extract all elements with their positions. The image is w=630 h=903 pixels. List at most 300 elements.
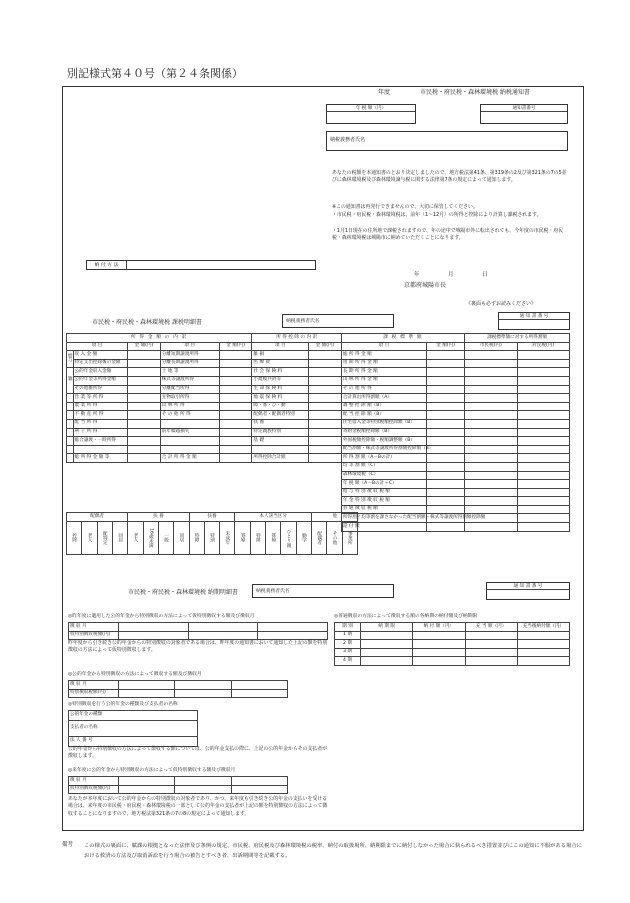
section-1-note: 昨年度から引き続き公的年金からの特別徴収の対象者である場合は、昨年度の通知書において通知した上記の額を特別徴収の方法によって仮特別徴収します。 (68, 640, 328, 654)
details-row (67, 437, 570, 446)
deduction-item: 障・寡・ひ・勤 (252, 402, 309, 411)
base-amount (426, 368, 464, 377)
blank-cell (67, 471, 342, 480)
details-body (67, 351, 570, 531)
header-item: 項 目 (252, 342, 309, 351)
dependent-column: 一般 (158, 522, 173, 555)
s3-corp-number: 法 人 番 号 (69, 737, 198, 747)
form-number: 別記様式第４０号（第２４条関係） (67, 67, 243, 80)
income-item-2: 分離配当所得 (160, 385, 219, 394)
regular-column-header: 納 付 額（円） (413, 623, 465, 632)
income-amount-2 (219, 419, 252, 428)
base-item: 年 税 額（A－Bの計＋C） (341, 480, 426, 489)
installment-cell (517, 631, 569, 640)
dependent-column: 同居 (174, 522, 189, 555)
payment-method-label: 納 付 方 法 (87, 261, 127, 269)
payer-name-box (326, 131, 568, 151)
installment-cell (517, 648, 569, 657)
dependent-column: 配偶者 (312, 522, 327, 555)
deduction-amount (309, 428, 342, 437)
city-tax (465, 488, 517, 497)
regular-row (335, 631, 570, 640)
section-4-heading: ◎来年度に公的年金から特別徴収の方法によって仮特別徴収する額及び徴収月 (68, 768, 236, 773)
city-tax (465, 428, 517, 437)
section-4-note: あなたが本年度において公的年金からの特別徴収の対象者であり、かつ、来年度も引き続き公的年金の支払いを受ける場合は、来年度の市民税・府民税・森林環境税の一部として公的年金の支払者が上記の額を特別徴収の方法によって徴収することになりますので、地方税法第321条の7の8の規定によって通知します。 (68, 796, 328, 817)
income-amount (128, 351, 161, 360)
dep-header-dependent-2: 扶養 (189, 513, 235, 522)
pref-tax (517, 376, 570, 385)
deduction-amount (309, 359, 342, 368)
pref-tax (517, 454, 570, 463)
installment-cell (517, 657, 569, 666)
header-item: 項 目 (341, 342, 426, 351)
deduction-amount (309, 368, 342, 377)
deduction-item: 社 会 保 険 料 (252, 368, 309, 377)
installment-cell (413, 648, 465, 657)
details-row (67, 428, 570, 437)
deduction-item: 扶 養 (252, 419, 309, 428)
income-amount (128, 359, 161, 368)
city-tax (465, 445, 517, 454)
income-item: 不 動 産 所 得 (73, 411, 128, 420)
installment-label: 4 期 (335, 657, 361, 666)
details-notice-label: 通 知 書 番 号 (499, 313, 569, 320)
base-amount (426, 497, 464, 506)
base-amount (426, 359, 464, 368)
details-row (67, 462, 570, 471)
header-breakdown: 課税標準額に対する所得割額 (465, 334, 570, 343)
details-row (67, 376, 570, 385)
details-payer-box (282, 314, 394, 328)
date-year: 年 (414, 272, 420, 278)
income-amount (128, 445, 161, 454)
header-income: 所 得 金 額 の 内 訳 (67, 334, 252, 343)
income-amount-2 (219, 368, 252, 377)
section-1-heading: ◎昨年度に適用した公的年金から特別徴収の方法によって仮特別徴収する額及び徴収月 (68, 614, 255, 619)
income-amount (128, 454, 161, 463)
pref-tax (517, 351, 570, 360)
s3-payer-name: 支払者の名称 (69, 721, 198, 737)
details-table (66, 333, 570, 532)
base-item: 年 金 特 別 徴 収 税 額 (341, 497, 426, 506)
income-item: 総合譲渡・一時所得 (73, 437, 128, 446)
base-item: 総 所 得 金 額 (341, 351, 426, 360)
dep-header-other: 他 (312, 513, 358, 522)
income-item: 公的年金収入金額 (73, 368, 128, 377)
deduction-amount (309, 394, 342, 403)
details-row (67, 454, 570, 463)
date-month: 月 (448, 272, 454, 278)
dependents-wrap (66, 512, 358, 555)
city-tax (465, 385, 517, 394)
details-row (67, 385, 570, 394)
details-notice-box (498, 312, 570, 330)
pref-tax (517, 462, 570, 471)
income-item: 配 当 所 得 (73, 419, 128, 428)
annual-tax-label: 年 税 額（円） (327, 105, 415, 112)
base-amount (426, 385, 464, 394)
dependent-column: 老人 (128, 522, 143, 555)
base-item: 短 期 所 得 金 額 (341, 359, 426, 368)
section-3-table-wrap (68, 710, 198, 747)
section-3-heading: ◎特別徴収を行う公的年金の種類及び支払者の名称 (68, 702, 178, 707)
dependent-column: 特障 (189, 522, 204, 555)
installment-cell (361, 640, 413, 649)
payment-notice-box (486, 582, 570, 600)
pref-tax (517, 471, 570, 480)
city-tax (465, 394, 517, 403)
pref-tax (517, 411, 570, 420)
details-row (67, 488, 570, 497)
dependent-column: 老人 (82, 522, 97, 555)
base-item: 外国税額控除額・税額調整額（B） (341, 437, 426, 446)
income-amount (128, 402, 161, 411)
deduction-amount (309, 437, 342, 446)
details-row (67, 359, 570, 368)
income-amount (128, 411, 161, 420)
installment-cell (413, 631, 465, 640)
city-tax (465, 471, 517, 480)
income-item-2: 前年繰越損失 (160, 428, 219, 437)
header-amount: 金 額(円) (309, 342, 342, 351)
base-amount (426, 454, 464, 463)
details-row (67, 368, 570, 377)
header-amount: 金 額(円) (426, 342, 464, 351)
regular-column-header: 納 期 限 (361, 623, 413, 632)
income-item: 営 業 等 所 得 (73, 394, 128, 403)
dependent-column: 配特定 (97, 522, 112, 555)
base-amount (426, 351, 464, 360)
deduction-amount (309, 411, 342, 420)
dependent-column: その他 (327, 522, 342, 555)
header-base: 課 税 標 準 額 (341, 334, 464, 343)
blank-cell (67, 462, 342, 471)
base-amount (426, 419, 464, 428)
deduction-item: 基 礎 (252, 437, 309, 446)
base-item: 所 得 割 額（A－Bの計） (341, 454, 426, 463)
base-item: 給 与 特 別 徴 収 税 額 (341, 488, 426, 497)
income-amount-2 (219, 394, 252, 403)
income-amount (128, 419, 161, 428)
dependent-column: 同居 (112, 522, 127, 555)
income-amount-2 (219, 359, 252, 368)
notice-title: 市民税・府民税・森林環境税 納税通知書 (420, 89, 530, 96)
installment-cell (465, 640, 517, 649)
section-3-note: 公的年金から特別徴収の方法によって徴収する額については、公的年金支払の際に、上記の公的年金からその支払者が徴収します。 (68, 746, 328, 760)
income-item-2 (160, 445, 219, 454)
regular-table (334, 622, 570, 666)
dependent-column: 控除 (67, 522, 82, 555)
city-tax (465, 402, 517, 411)
income-amount-2 (219, 411, 252, 420)
header-deduct: 所 得 控 除 の 内 訳 (252, 334, 341, 343)
income-item-2: 分離長期譲渡所得 (160, 359, 219, 368)
date-day: 日 (482, 272, 488, 278)
income-amount-2 (219, 376, 252, 385)
city-tax (465, 419, 517, 428)
pref-tax (517, 523, 570, 532)
base-item: 配当割額・株式等譲渡所得割額控除額（B） (341, 445, 426, 454)
details-row (67, 445, 570, 454)
income-item-2: 株式等譲渡所得 (160, 376, 219, 385)
regular-table-wrap (334, 622, 570, 666)
deduction-item: 小規模共済等 (252, 376, 309, 385)
dependent-column: 寡婦 (266, 522, 281, 555)
income-amount-2 (219, 445, 252, 454)
mayor-name: 京都府城陽市長 (404, 282, 447, 289)
deduction-item: 医 療 費 (252, 359, 309, 368)
income-item-2: 先物取引所得 (160, 394, 219, 403)
deduction-amount (309, 454, 342, 463)
dep-columns-row (67, 522, 358, 555)
header-item: 項 目 (160, 342, 219, 351)
deduction-item: 所得控除合計額 (252, 454, 309, 463)
income-amount-2 (219, 428, 252, 437)
installment-label: 3 期 (335, 648, 361, 657)
installment-cell (465, 657, 517, 666)
pref-tax (517, 402, 570, 411)
base-item: 寄附金税額控除額（B） (341, 428, 426, 437)
pref-tax (517, 394, 570, 403)
regular-row (335, 657, 570, 666)
dependent-column: 勤学 (296, 522, 311, 555)
section-1-table (68, 622, 328, 640)
pref-tax (517, 514, 570, 523)
regular-heading: ◎普通徴収の方法によって徴収する額の各納期の納付額及び納期限 (334, 614, 478, 619)
section-misc: 雑 (67, 368, 74, 394)
payment-method-box (86, 260, 316, 270)
income-amount-2 (219, 437, 252, 446)
base-amount (426, 471, 464, 480)
income-item: 農 業 所 得 (73, 402, 128, 411)
deduction-item: 配偶者・配偶者特別 (252, 411, 309, 420)
income-item: 公的年金等所得金額 (73, 376, 128, 385)
city-tax (465, 376, 517, 385)
deduction-amount (309, 402, 342, 411)
notice-note-2: ・市民税・府民税・森林環境税は、前年（1〜12月）の所得と控除により計算し課税されます。 (332, 212, 542, 218)
s2-amount-label: 特別徴収税額(円) (69, 689, 119, 698)
s3-pension-type: 公的年金の種類 (69, 711, 198, 721)
city-tax (465, 505, 517, 514)
installment-label: 1 期 (335, 631, 361, 640)
details-row (67, 402, 570, 411)
city-tax (465, 454, 517, 463)
section-2-table (68, 680, 288, 698)
header-item: 項 目 (67, 342, 128, 351)
income-amount-2 (219, 454, 252, 463)
pref-tax (517, 359, 570, 368)
dep-header-dependent: 扶 養 (128, 513, 189, 522)
blank-cell (67, 488, 342, 497)
blank-cell (67, 497, 342, 506)
city-tax (465, 462, 517, 471)
pref-tax (517, 445, 570, 454)
section-3-table (68, 710, 198, 747)
income-item: その他雑所得 (73, 385, 128, 394)
base-item: 合計算出所得割額（A） (341, 394, 426, 403)
pref-tax (517, 428, 570, 437)
income-item-2: 分離短期譲渡所得 (160, 351, 219, 360)
income-amount (128, 385, 161, 394)
income-amount (128, 428, 161, 437)
details-row (67, 471, 570, 480)
income-item-2: 合 計 所 得 金 額 (160, 454, 219, 463)
deduction-item: 雑 損 (252, 351, 309, 360)
city-tax (465, 368, 517, 377)
deduction-item: 特定親族特別 (252, 428, 309, 437)
income-item-2: 山 林 所 得 (160, 402, 219, 411)
section-2-table-wrap (68, 680, 288, 698)
pref-tax (517, 488, 570, 497)
header-city: 市民税(円) (465, 342, 517, 351)
back-note: 《裏面も必ずお読みください》 (466, 301, 537, 307)
income-amount (128, 394, 161, 403)
regular-column-header: 期 別 (335, 623, 361, 632)
dep-header-spouse: 配偶者 (67, 513, 128, 522)
income-item: 利 子 所 得 (73, 428, 128, 437)
base-amount (426, 411, 464, 420)
income-item: 総 所 得 金 額 等 (73, 454, 128, 463)
installment-cell (413, 657, 465, 666)
header-amount: 金 額(円) (128, 342, 161, 351)
pref-tax (517, 419, 570, 428)
deduction-item: 地 震 保 険 料 (252, 394, 309, 403)
income-amount-2 (219, 351, 252, 360)
dependent-column: ひとり親 (281, 522, 296, 555)
regular-body (335, 631, 570, 665)
details-row (67, 497, 570, 506)
regular-row (335, 640, 570, 649)
notice-note-1: ※この通知書は再発行できませんので、大切に保管してください。 (332, 204, 478, 210)
s4-month-label: 徴 収 月 (69, 777, 119, 786)
regular-header-row (335, 623, 570, 632)
income-item-2: 土 地 等 (160, 368, 219, 377)
s4-amount-label: 仮特別徴収税額(円) (69, 785, 119, 794)
income-item-2: そ の 他 所 得 (160, 411, 219, 420)
deduction-item (252, 445, 309, 454)
details-row (67, 480, 570, 489)
details-row (67, 419, 570, 428)
notice-year-label: 年度 (378, 89, 391, 96)
blank-cell (67, 480, 342, 489)
base-item: 山 林 所 得 金 額 (341, 376, 426, 385)
details-row (67, 351, 570, 360)
base-amount (426, 428, 464, 437)
s1-amount-label: 仮特別徴収税額(円) (69, 631, 119, 640)
installment-cell (361, 657, 413, 666)
pref-tax (517, 437, 570, 446)
base-item: 普 通 徴 収 税 額 (341, 505, 426, 514)
pref-tax (517, 497, 570, 506)
remarks-label: 備考 (62, 842, 74, 848)
income-amount (128, 368, 161, 377)
city-tax (465, 359, 517, 368)
section-salary: 給与 (67, 351, 74, 368)
dep-header-self: 本人該当区分 (235, 513, 312, 522)
dependent-column: 特障 (250, 522, 265, 555)
regular-row (335, 648, 570, 657)
city-tax (465, 411, 517, 420)
section-2-heading: ◎公的年金から特別徴収の方法によって徴収する額及び徴収月 (68, 672, 202, 677)
payment-payer-box (252, 584, 394, 598)
details-payer-label: 納税義務者氏名 (286, 319, 320, 324)
notice-number-label: 通知書番号 (481, 105, 567, 112)
income-item-2 (160, 437, 219, 446)
installment-cell (361, 631, 413, 640)
pref-tax (517, 480, 570, 489)
base-item: そ の 他 所 得 (341, 385, 426, 394)
annual-tax-box (326, 104, 416, 124)
deduction-amount (309, 385, 342, 394)
installment-cell (465, 648, 517, 657)
payment-notice-label: 通 知 書 番 号 (487, 583, 569, 590)
deduction-amount (309, 445, 342, 454)
base-amount (426, 402, 464, 411)
base-item: 住宅借入金等特別税額控除額（B） (341, 419, 426, 428)
pref-tax (517, 368, 570, 377)
base-amount (426, 488, 464, 497)
base-amount (426, 462, 464, 471)
dependent-column: 特別 (204, 522, 219, 555)
city-tax (465, 437, 517, 446)
regular-column-header: 充当後納付額（円） (517, 623, 569, 632)
regular-column-header: 充 当 額（円） (465, 623, 517, 632)
base-amount (426, 505, 464, 514)
income-amount (128, 376, 161, 385)
installment-cell (413, 640, 465, 649)
base-amount (426, 480, 464, 489)
installment-cell (465, 631, 517, 640)
deduction-amount (309, 419, 342, 428)
income-amount-2 (219, 402, 252, 411)
income-item: 収 入 金 額 (73, 351, 128, 360)
base-amount (426, 523, 464, 532)
installment-cell (517, 640, 569, 649)
base-amount (426, 437, 464, 446)
city-tax (465, 523, 517, 532)
base-amount (426, 394, 464, 403)
header-amount: 金 額(円) (219, 342, 252, 351)
installment-label: 2 期 (335, 640, 361, 649)
base-amount (426, 376, 464, 385)
s2-month-label: 徴 収 月 (69, 681, 119, 690)
income-item (73, 445, 128, 454)
dependent-column: 未成年 (220, 522, 235, 555)
installment-cell (361, 648, 413, 657)
income-item-2 (160, 419, 219, 428)
base-item: 長 期 所 得 金 額 (341, 368, 426, 377)
payment-payer-label: 納税義務者氏名 (256, 589, 290, 594)
payer-name-label: 納税義務者氏名 (330, 137, 366, 143)
city-tax (465, 351, 517, 360)
dependent-column: 寡婦 (235, 522, 250, 555)
city-tax (465, 497, 517, 506)
details-title: 市民税・府民税・森林環境税 課税明細書 (92, 319, 202, 326)
s1-month-label: 徴 収 月 (69, 623, 119, 632)
deduction-amount (309, 351, 342, 360)
base-item: 還 付 額 (341, 523, 426, 532)
details-table-wrap (66, 333, 570, 532)
remarks-text: この様式の裏面に、賦課の根拠となった法律及び条例の規定、市民税、府民税及び森林環境税の税率、納付の取扱場所、納期限までに納付しなかった場合に執られるべき措置並びにこの通知に不服がある場合における救済の方法及び取消訴訟を行う場合の被告とすべき者、出訴期間等を記載する。 (84, 843, 582, 860)
dependent-column: 事業所 (342, 522, 357, 555)
section-4-table-wrap (68, 776, 288, 794)
details-row (67, 394, 570, 403)
income-amount-2 (219, 385, 252, 394)
deduction-item: 生 命 保 険 料 (252, 385, 309, 394)
city-tax (465, 480, 517, 489)
dependent-column: 16歳未満 (143, 522, 158, 555)
base-item: 所得割と均等割を課さなかった配当割額・株式等譲渡所得割額控除額 (341, 514, 426, 523)
